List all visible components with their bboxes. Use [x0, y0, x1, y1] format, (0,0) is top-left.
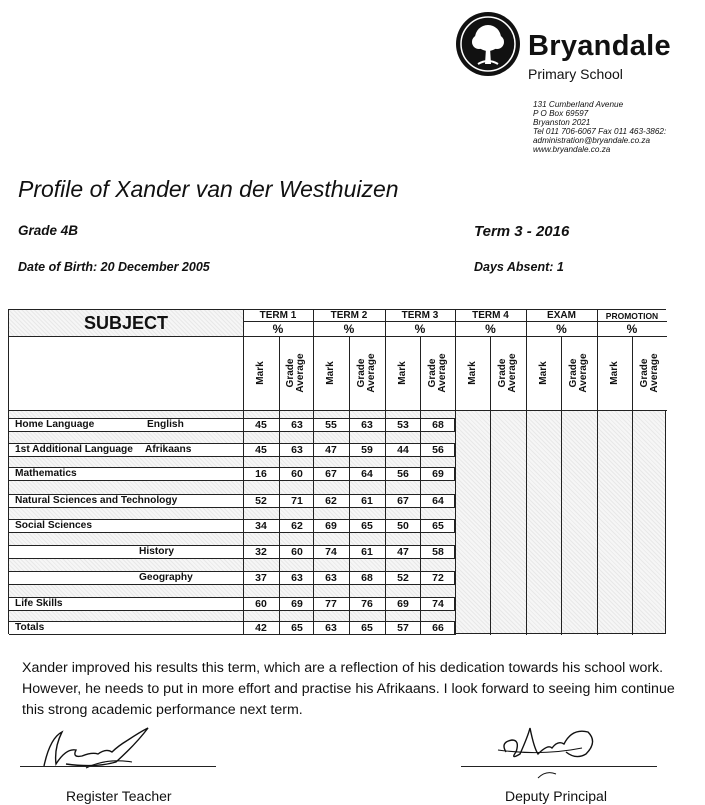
subject-name: Geography — [139, 572, 193, 583]
teacher-comment: Xander improved his results this term, which are a reflection of his dedication towards his school work. However, he needs to put in more effort and practise his Afrikaans. I look forward to seeing him continue this strong academic performance next term. — [22, 660, 675, 718]
score-cell: 65 — [432, 520, 444, 532]
grade-label-line: Grade — [356, 358, 367, 388]
grid-line — [490, 336, 491, 635]
score-cell: 59 — [361, 444, 373, 456]
score-cell: 63 — [291, 419, 303, 431]
principal-signature — [492, 718, 602, 782]
grade-label-line: Grade — [568, 358, 579, 388]
term-header: TERM 3 — [401, 310, 439, 321]
score-cell: 66 — [432, 622, 444, 634]
grade-label-line: Grade — [285, 358, 296, 388]
score-cell: 76 — [361, 598, 373, 610]
teacher-signature-line — [20, 766, 216, 767]
school-logo — [456, 12, 520, 76]
term-header: TERM 4 — [472, 310, 509, 321]
score-cell: 16 — [255, 468, 267, 480]
grid-line — [9, 410, 667, 411]
grade-label: Grade 4B — [18, 223, 79, 238]
grid-line — [455, 310, 456, 635]
school-address — [533, 100, 666, 154]
percent-header: % — [343, 321, 355, 336]
score-cell: 52 — [397, 572, 409, 584]
score-cell: 63 — [291, 572, 303, 584]
score-cell: 71 — [291, 495, 303, 507]
percent-header: % — [272, 321, 284, 336]
score-cell: 61 — [361, 546, 373, 558]
principal-signature-line — [461, 766, 657, 767]
subject-name: Totals — [15, 622, 45, 633]
score-cell: 47 — [397, 546, 409, 558]
mark-label: Mark — [608, 361, 620, 385]
score-cell: 57 — [397, 622, 409, 634]
deputy-principal-label: Deputy Principal — [505, 788, 607, 804]
subject-name: Life Skills — [15, 598, 63, 609]
mark-label: Mark — [255, 361, 266, 385]
subject-name: Mathematics — [15, 468, 77, 479]
score-cell: 60 — [291, 468, 303, 480]
address-line: Tel 011 706-6067 Fax 011 463-3862: — [533, 127, 667, 136]
page-title: Profile of Xander van der Westhuizen — [18, 176, 399, 202]
score-cell: 60 — [255, 598, 267, 610]
grid-line — [526, 310, 527, 635]
grid-line — [313, 310, 314, 635]
subject-header: SUBJECT — [9, 310, 243, 336]
grid-line — [597, 310, 598, 635]
average-label-line: Average — [366, 353, 377, 393]
register-teacher-label: Register Teacher — [66, 788, 172, 804]
term-header: EXAM — [547, 310, 576, 321]
results-table — [8, 309, 666, 634]
grade-average-label — [568, 336, 590, 410]
score-cell: 65 — [291, 622, 303, 634]
average-label-line: Average — [295, 353, 306, 393]
grade-label-line: Grade — [426, 358, 438, 388]
score-cell: 58 — [432, 546, 444, 558]
mark-label: Mark — [396, 361, 408, 385]
grid-line — [420, 336, 421, 635]
term-label: Term 3 - 2016 — [474, 223, 570, 240]
subject-name: History — [139, 546, 175, 557]
score-cell: 72 — [432, 572, 444, 584]
grade-average-label — [639, 336, 661, 410]
score-cell: 65 — [361, 622, 373, 634]
score-cell: 74 — [325, 546, 337, 558]
score-cell: 69 — [291, 598, 303, 610]
mark-label: Mark — [466, 361, 478, 385]
score-cell: 34 — [255, 520, 267, 532]
score-cell: 44 — [397, 444, 409, 456]
score-cell: 52 — [255, 495, 267, 507]
score-cell: 68 — [361, 572, 373, 584]
score-cell: 69 — [397, 598, 409, 610]
percent-header: % — [556, 321, 567, 336]
subject-name: 1st Additional Language — [15, 444, 133, 455]
grid-line — [243, 336, 667, 337]
address-line: P O Box 69597 — [533, 109, 589, 118]
grid-line — [243, 321, 667, 322]
score-cell: 62 — [325, 495, 337, 507]
grade-average-label — [497, 336, 519, 410]
score-cell: 67 — [325, 468, 337, 480]
teacher-signature — [36, 718, 186, 772]
grade-average-label — [356, 336, 378, 410]
score-cell: 62 — [291, 520, 303, 532]
score-cell: 45 — [255, 444, 267, 456]
grid-line — [279, 336, 280, 635]
score-cell: 69 — [325, 520, 337, 532]
school-name: Bryandale — [528, 30, 671, 62]
score-cell: 50 — [397, 520, 409, 532]
score-cell: 63 — [361, 419, 373, 431]
score-cell: 61 — [361, 495, 373, 507]
subject-language: Afrikaans — [145, 444, 192, 455]
address-line: www.bryandale.co.za — [533, 145, 611, 154]
grid-line — [385, 310, 386, 635]
term-header: PROMOTION — [605, 310, 659, 321]
score-cell: 63 — [325, 622, 337, 634]
score-cell: 32 — [255, 546, 267, 558]
dob-label: Date of Birth: 20 December 2005 — [18, 260, 210, 274]
mark-label: Mark — [537, 361, 549, 385]
grade-label-line: Grade — [497, 358, 508, 388]
score-cell: 56 — [432, 444, 444, 456]
score-cell: 74 — [432, 598, 444, 610]
score-cell: 56 — [397, 468, 409, 480]
days-absent-label: Days Absent: 1 — [474, 260, 564, 274]
mark-label: Mark — [325, 361, 336, 385]
score-cell: 64 — [361, 468, 373, 480]
score-cell: 68 — [432, 419, 444, 431]
grade-average-label — [427, 336, 449, 410]
score-cell: 53 — [397, 419, 409, 431]
average-label-line: Average — [507, 353, 518, 393]
score-cell: 55 — [325, 419, 337, 431]
subject-language: English — [147, 419, 184, 430]
average-label-line: Average — [648, 353, 660, 393]
percent-header: % — [414, 321, 426, 336]
school-subtitle: Primary School — [528, 66, 623, 82]
average-label-line: Average — [578, 353, 589, 393]
grade-label-line: Grade — [638, 358, 650, 388]
term-header: TERM 1 — [259, 310, 297, 321]
term-header: TERM 2 — [330, 310, 368, 321]
score-cell: 45 — [255, 419, 267, 431]
score-cell: 60 — [291, 546, 303, 558]
score-cell: 67 — [397, 495, 409, 507]
score-cell: 77 — [325, 598, 337, 610]
score-cell: 42 — [255, 622, 267, 634]
address-line: 131 Cumberland Avenue — [533, 100, 624, 109]
grade-average-label — [285, 336, 307, 410]
percent-header: % — [485, 321, 496, 336]
score-cell: 37 — [255, 572, 267, 584]
score-cell: 63 — [325, 572, 337, 584]
score-cell: 47 — [325, 444, 337, 456]
subject-name: Natural Sciences and Technology — [15, 495, 178, 506]
tree-icon — [456, 12, 520, 76]
subject-name: Social Sciences — [15, 520, 93, 531]
address-line: administration@bryandale.co.za — [533, 136, 651, 145]
subject-name: Home Language — [15, 419, 95, 430]
grid-line — [561, 336, 562, 635]
score-cell: 69 — [432, 468, 444, 480]
score-cell: 64 — [432, 495, 444, 507]
score-cell: 63 — [291, 444, 303, 456]
grid-line — [349, 336, 350, 635]
address-line: Bryanston 2021 — [533, 118, 591, 127]
grid-line — [243, 310, 244, 635]
percent-header: % — [626, 321, 638, 336]
score-cell: 65 — [361, 520, 373, 532]
grid-line — [632, 336, 633, 635]
average-label-line: Average — [436, 353, 448, 393]
grid-line — [9, 336, 243, 337]
